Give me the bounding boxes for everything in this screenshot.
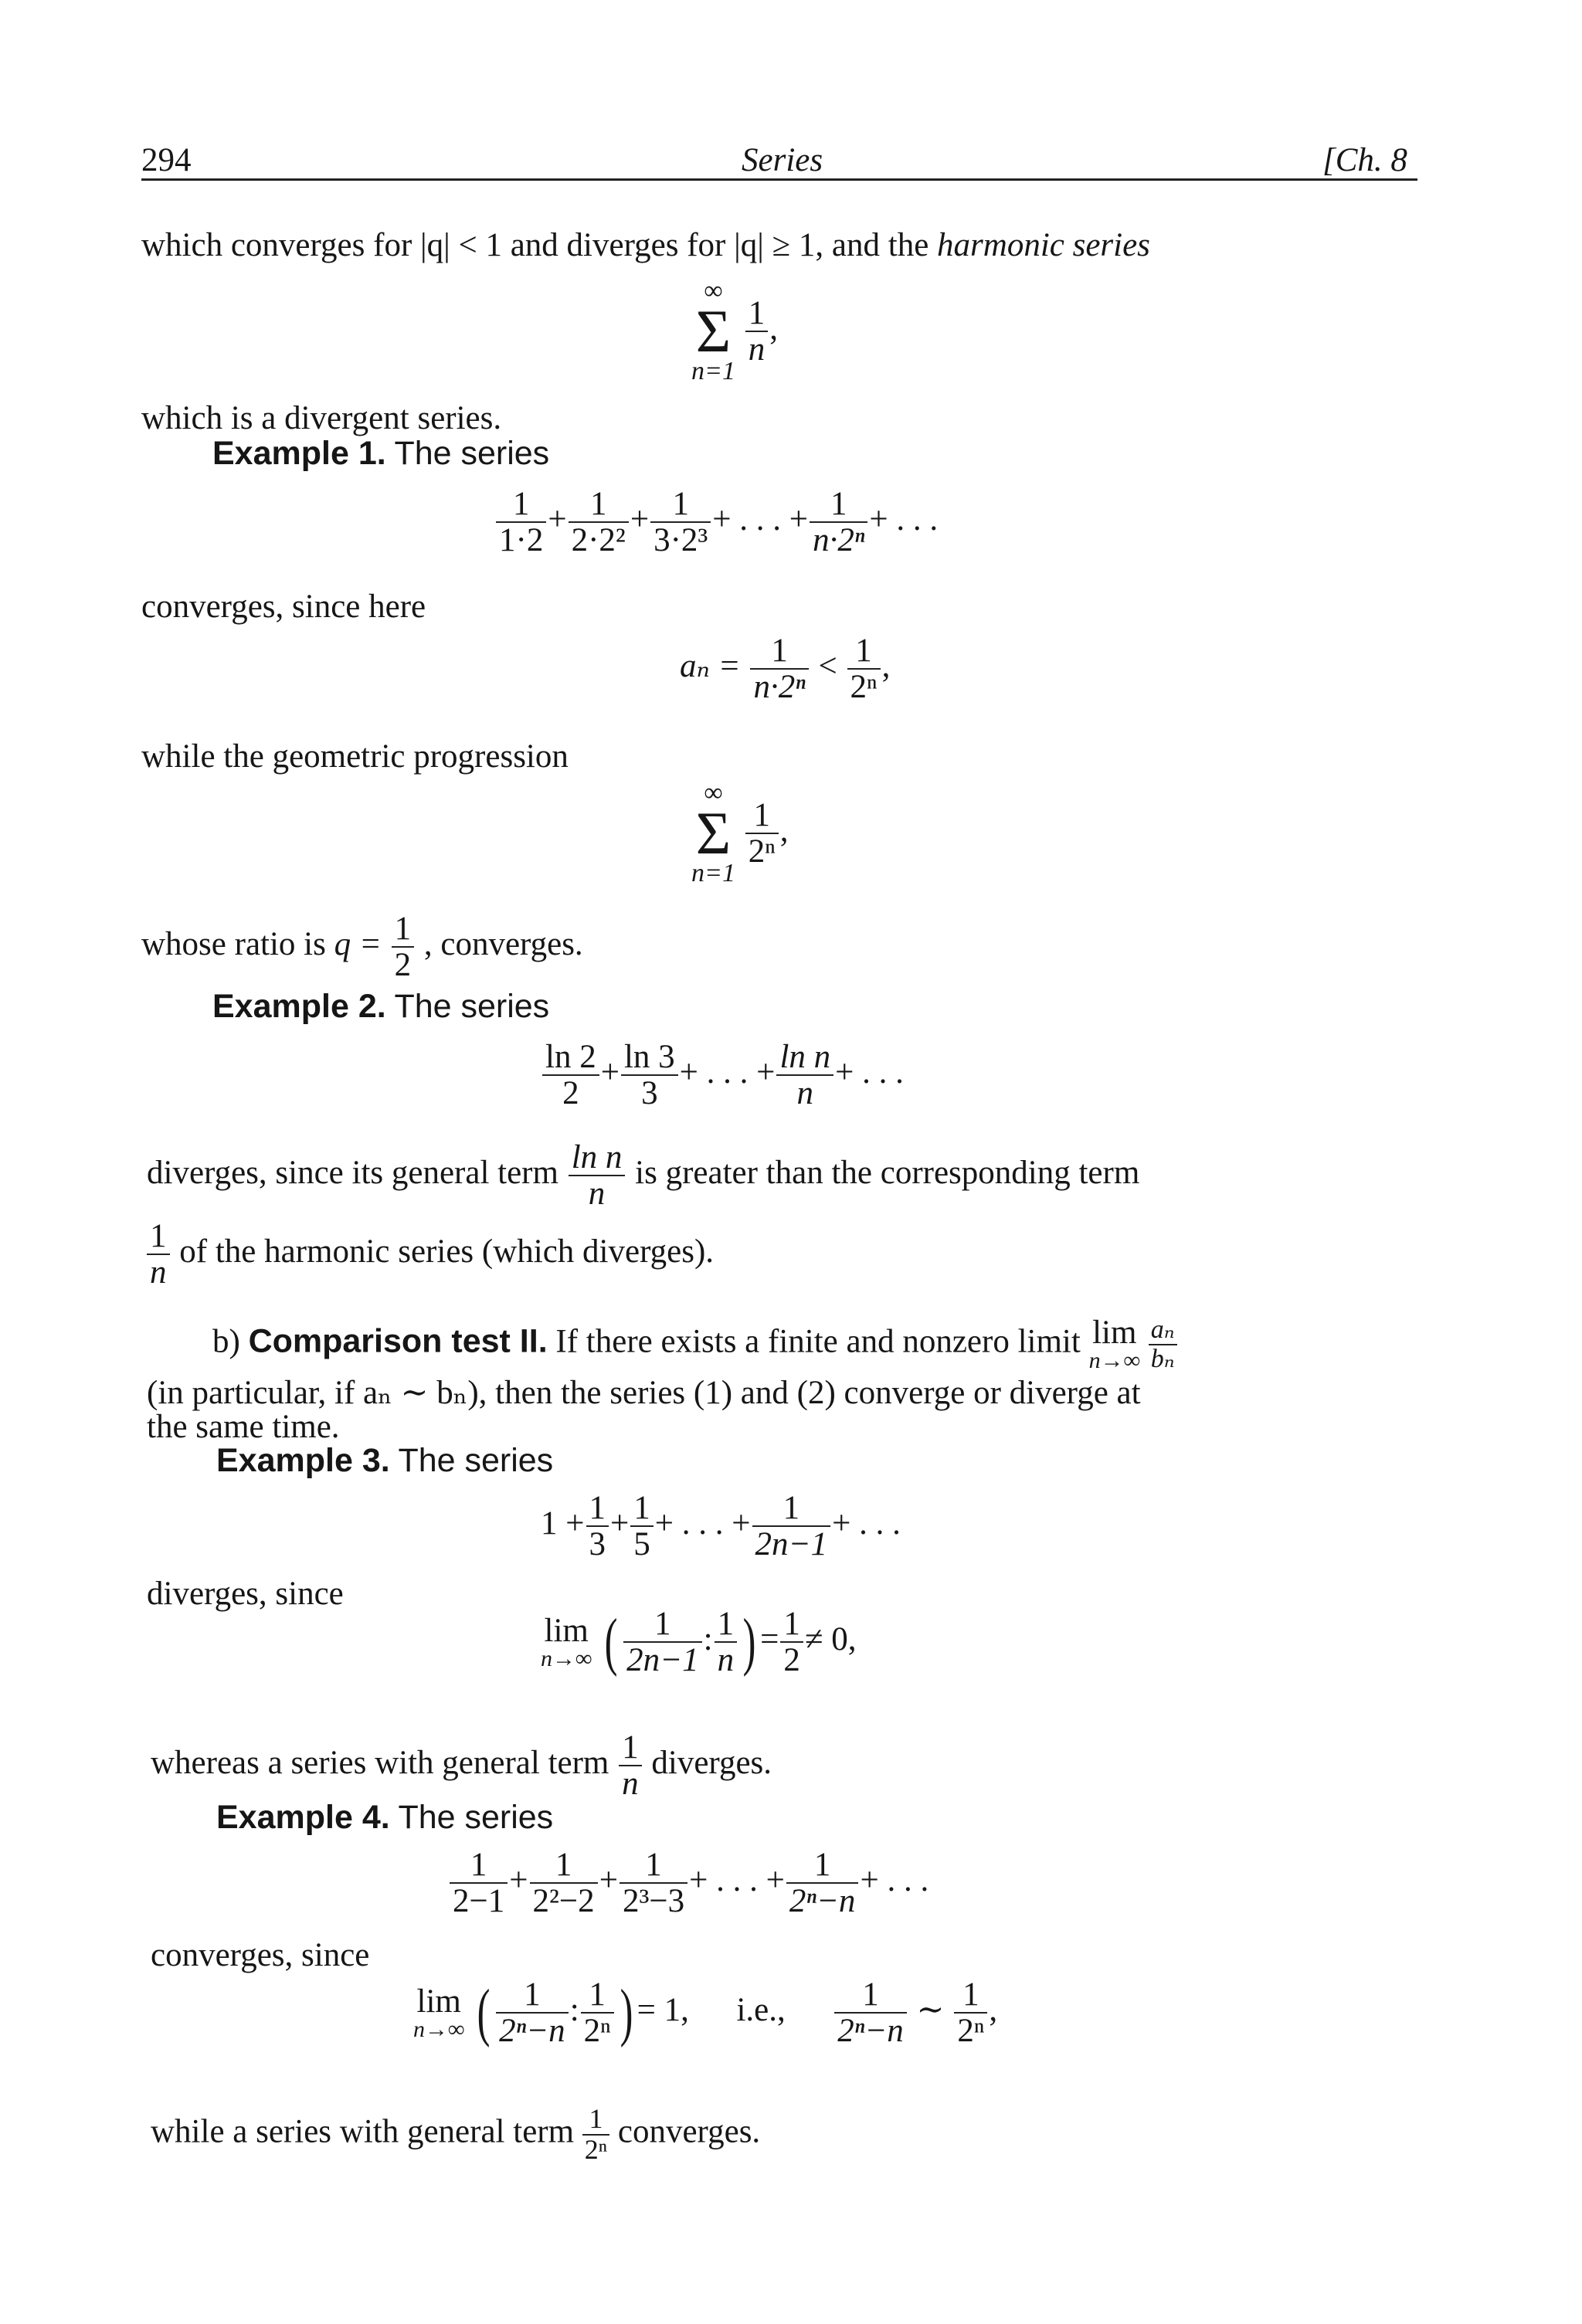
example-4-heading: Example 4. The series bbox=[216, 1799, 554, 1836]
example-1-an-formula: aₙ = $\frac{1}{\text{n·2ⁿ}}$ < $\frac{1}{\text{2ⁿ}}$ , bbox=[680, 633, 891, 706]
text-line: (in particular, if aₙ ∼ bₙ), then the series (1) and (2) converge or diverge at bbox=[147, 1375, 1141, 1411]
ratio-line: whose ratio is q = $\frac{1}{2}$ , converges. bbox=[141, 911, 583, 984]
text-line: diverges, since bbox=[147, 1576, 344, 1612]
geometric-series-formula: ∞ Σ n=1 $\frac{1}{\text{2ⁿ}}$ , bbox=[691, 779, 789, 888]
example-4-formula: $\frac{1}{2-1}$ + $\frac{1}{\text{2²−2}}$ + $\frac{1}{\text{2³−3}}$ + . . . + $\frac{1}{\text{2ⁿ−n}}$ + . . . bbox=[448, 1847, 928, 1919]
text-line: diverges, since its general term $\frac{\text{ln n}}{n}$ is greater than the corresponding term bbox=[147, 1139, 1140, 1213]
text-line: while a series with general term $\frac{1}{\text{2ⁿ}}$ converges. bbox=[151, 2103, 761, 2165]
example-1-heading: Example 1. The series bbox=[212, 435, 550, 472]
text-line: while the geometric progression bbox=[141, 738, 569, 775]
example-4-limit-formula: lim n→∞ ( $\frac{1}{\text{2ⁿ−n}}$ : $\frac{1}{\text{2ⁿ}}$ ) = 1, i.e., $\frac{1}{\text{2ⁿ−n}}$ ∼ $\frac{1}{\text{2ⁿ}}$ , bbox=[413, 1976, 998, 2050]
example-1-formula: $\frac{1}{1\cdot 2}$ + $\frac{1}{\text{2·2²}}$ + $\frac{1}{\text{3·2³}}$ + . . . + $\frac{1}{\text{n·2ⁿ}}$ + . . . bbox=[494, 487, 938, 558]
header-rule bbox=[141, 178, 1417, 181]
text-line: whereas a series with general term $\frac{1}{n}$ diverges. bbox=[151, 1729, 772, 1803]
example-3-formula: 1 + $\frac{1}{3}$ + $\frac{1}{5}$ + . . . + $\frac{1}{2n-1}$ + . . . bbox=[541, 1490, 901, 1563]
example-2-formula: $\frac{\ln 2}{2}$ + $\frac{\ln 3}{3}$ + . . . + $\frac{\text{ln n}}{n}$ + . . . bbox=[541, 1040, 904, 1111]
comparison-test-line: b) Comparison test II. If there exists a finite and nonzero limit lim n→∞ $\frac{\text{aₙ}}{\text{bₙ}}$ bbox=[212, 1316, 1177, 1372]
running-title: Series bbox=[742, 142, 823, 178]
text-line: the same time. bbox=[147, 1409, 340, 1445]
text-line: converges, since bbox=[151, 1937, 370, 1973]
example-3-heading: Example 3. The series bbox=[216, 1442, 554, 1479]
example-2-heading: Example 2. The series bbox=[212, 988, 550, 1025]
chapter-label: [Ch. 8 bbox=[1322, 142, 1407, 178]
harmonic-series-formula: ∞ Σ n=1 $\frac{1}{n}$ , bbox=[691, 277, 778, 386]
example-3-limit-formula: lim n→∞ ( $\frac{1}{2n-1}$ : $\frac{1}{n}$ ) = $\frac{1}{2}$ ≠ 0, bbox=[541, 1606, 857, 1679]
text-line: which converges for |q| < 1 and diverges for |q| ≥ 1, and the harmonic series bbox=[141, 227, 1150, 263]
text-line: converges, since here bbox=[141, 589, 426, 625]
text-line: $\frac{1}{n}$ of the harmonic series (which diverges). bbox=[147, 1219, 714, 1290]
text-line: which is a divergent series. bbox=[141, 400, 502, 436]
page-number: 294 bbox=[141, 142, 192, 178]
